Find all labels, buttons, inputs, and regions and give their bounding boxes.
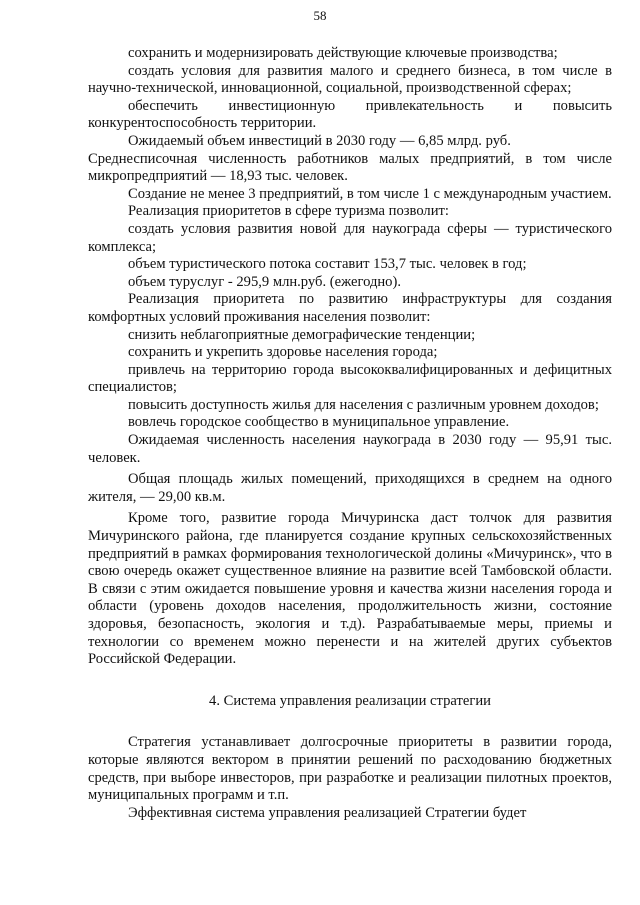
paragraph: создать условия для развития малого и среднего бизнеса, в том числе в научно-технической, инновационной, социальной, производственной сферах; [88, 62, 612, 97]
paragraph: привлечь на территорию города высококвалифицированных и дефицитных специалистов; [88, 361, 612, 396]
page-body [88, 45, 612, 822]
paragraph: Создание не менее 3 предприятий, в том числе 1 с международным участием. [128, 185, 612, 202]
paragraph: объем туристического потока составит 153,7 тыс. человек в год; [128, 256, 527, 273]
paragraph: сохранить и укрепить здоровье населения города; [128, 344, 438, 361]
paragraph: сохранить и модернизировать действующие ключевые производства; [128, 45, 558, 61]
paragraph: повысить доступность жилья для населения с различным уровнем доходов; [128, 396, 599, 413]
paragraph: Общая площадь жилых помещений, приходящихся в среднем на одного жителя, — 29,00 кв.м. [88, 471, 612, 505]
paragraph: объем туруслуг - 295,9 млн.руб. (ежегодно). [128, 273, 401, 290]
paragraph: Реализация приоритета по развитию инфраструктуры для создания комфортных условий проживания населения позволит: [88, 291, 612, 325]
paragraph: Ожидаемый объем инвестиций в 2030 году — 6,85 млрд. руб. [128, 132, 511, 149]
paragraph: Реализация приоритетов в сфере туризма позволит: [128, 203, 449, 220]
paragraph: снизить неблагоприятные демографические тенденции; [128, 326, 476, 343]
paragraph: Кроме того, развитие города Мичуринска даст толчок для развития Мичуринского района, где планируется создание крупных сельскохозяйственных предприятий в рамках формирования технологической долины «Мичуринск», что в свою очередь окажет существенное влияние на развитие всей Тамбовской области. В связи с этим ожидается повышение уровня и качества жизни населения города и области (уровень доходов населения, продолжительность жизни, состояние здоровья, безопасность, экология и т.д). Разрабатываемые меры, приемы и технологии со временем можно перенести и на жителей других субъектов Российской Федерации. [88, 510, 612, 668]
paragraph: Эффективная система управления реализацией Стратегии будет [128, 804, 527, 821]
paragraph: создать условия развития новой для наукограда сферы — туристического комплекса; [88, 220, 612, 255]
paragraph: Стратегия устанавливает долгосрочные приоритеты в развитии города, которые являются вектором в принятии решений по расходованию бюджетных средств, при выборе инвесторов, при разработке и реализации пилотных проектов, муниципальных программ и т.п. [88, 734, 612, 804]
paragraph: обеспечить инвестиционную привлекательность и повысить конкурентоспособность территории. [88, 97, 612, 132]
paragraph: Ожидаемая численность населения наукограда в 2030 году — 95,91 тыс. человек. [88, 432, 612, 466]
section-heading: 4. Система управления реализации стратегии [209, 692, 491, 709]
paragraph: Среднесписочная численность работников малых предприятий, в том числе микропредприятий — 18,93 тыс. человек. [88, 150, 612, 185]
paragraph: вовлечь городское сообщество в муниципальное управление. [128, 414, 510, 431]
page-number: 58 [313, 8, 327, 23]
